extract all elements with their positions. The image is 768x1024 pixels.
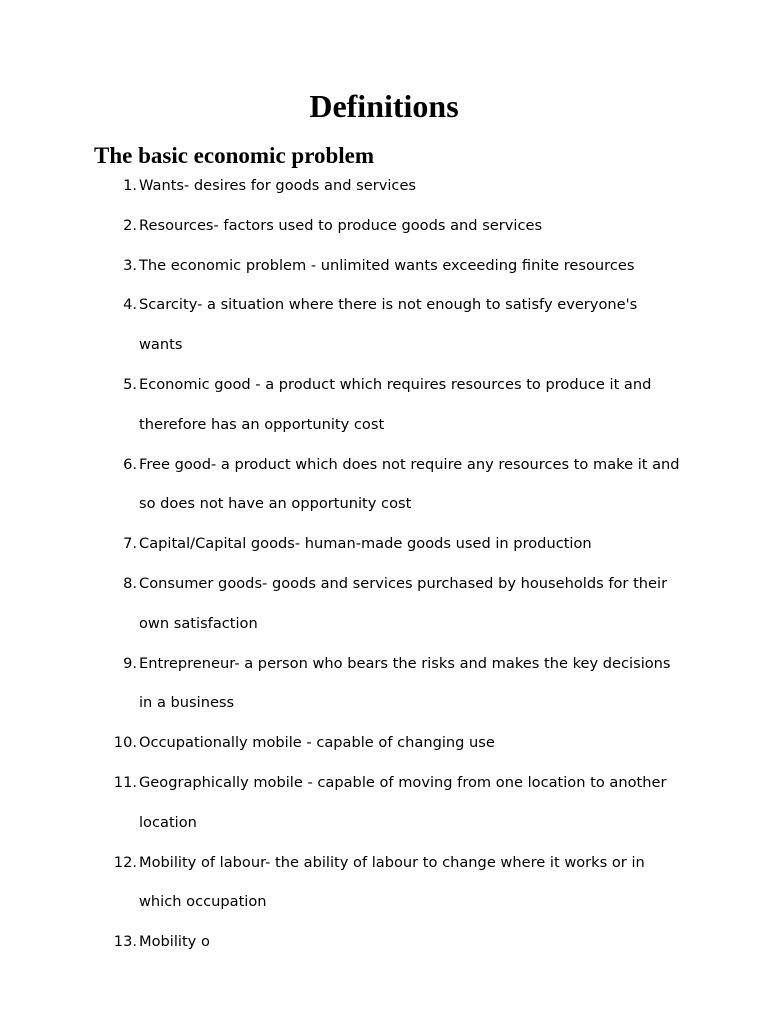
list-item-number: 4.: [123, 296, 137, 314]
list-item-number: 8.: [123, 574, 137, 592]
list-item-text: Mobility o: [139, 933, 210, 951]
list-item: [0, 922, 684, 962]
list-item-text: The economic problem - unlimited wants exceeding finite resources: [139, 256, 635, 274]
list-item-number: 13.: [113, 933, 137, 951]
list-item-text: Mobility of labour- the ability of labour to change where it works or in which occupation: [139, 853, 645, 911]
list-item: [0, 843, 684, 923]
list-item-number: 9.: [123, 654, 137, 672]
definitions-list: [0, 166, 768, 962]
list-item-text: Free good- a product which does not require any resources to make it and so does not have an opportunity cost: [139, 455, 680, 513]
list-item: [0, 285, 684, 365]
list-item-text: Economic good - a product which requires resources to produce it and therefore has an opportunity cost: [139, 375, 652, 433]
list-item: [0, 723, 684, 763]
list-item-number: 1.: [123, 177, 137, 194]
list-item-text: Occupationally mobile - capable of changing use: [139, 734, 495, 752]
list-item-text: Wants- desires for goods and services: [139, 177, 417, 194]
list-item: [0, 246, 684, 286]
list-item-text: Consumer goods- goods and services purchased by households for their own satisfaction: [139, 574, 668, 632]
list-item-text: Scarcity- a situation where there is not enough to satisfy everyone's wants: [139, 296, 638, 354]
list-item-number: 11.: [113, 773, 137, 791]
list-item: [0, 564, 684, 644]
list-item-number: 2.: [123, 216, 137, 234]
list-item: [0, 644, 684, 724]
list-item: [0, 524, 684, 564]
list-item: [0, 445, 684, 525]
list-item: [0, 206, 684, 246]
list-item-number: 5.: [123, 375, 137, 393]
list-item-number: 7.: [123, 535, 137, 553]
list-item-text: Resources- factors used to produce goods and services: [139, 216, 543, 234]
list-item: [0, 763, 684, 843]
document-title: Definitions: [309, 88, 459, 124]
list-item-number: 10.: [113, 734, 137, 752]
list-item: [0, 166, 684, 206]
list-item-text: Capital/Capital goods- human-made goods used in production: [139, 535, 592, 553]
list-item-text: Entrepreneur- a person who bears the risks and makes the key decisions in a business: [139, 654, 671, 712]
list-item: [0, 365, 684, 445]
list-item-number: 6.: [123, 455, 137, 473]
section-heading: The basic economic problem: [94, 143, 375, 168]
list-item-number: 3.: [123, 256, 137, 274]
list-item-number: 12.: [113, 853, 137, 871]
list-item-text: Geographically mobile - capable of moving from one location to another location: [139, 773, 667, 831]
